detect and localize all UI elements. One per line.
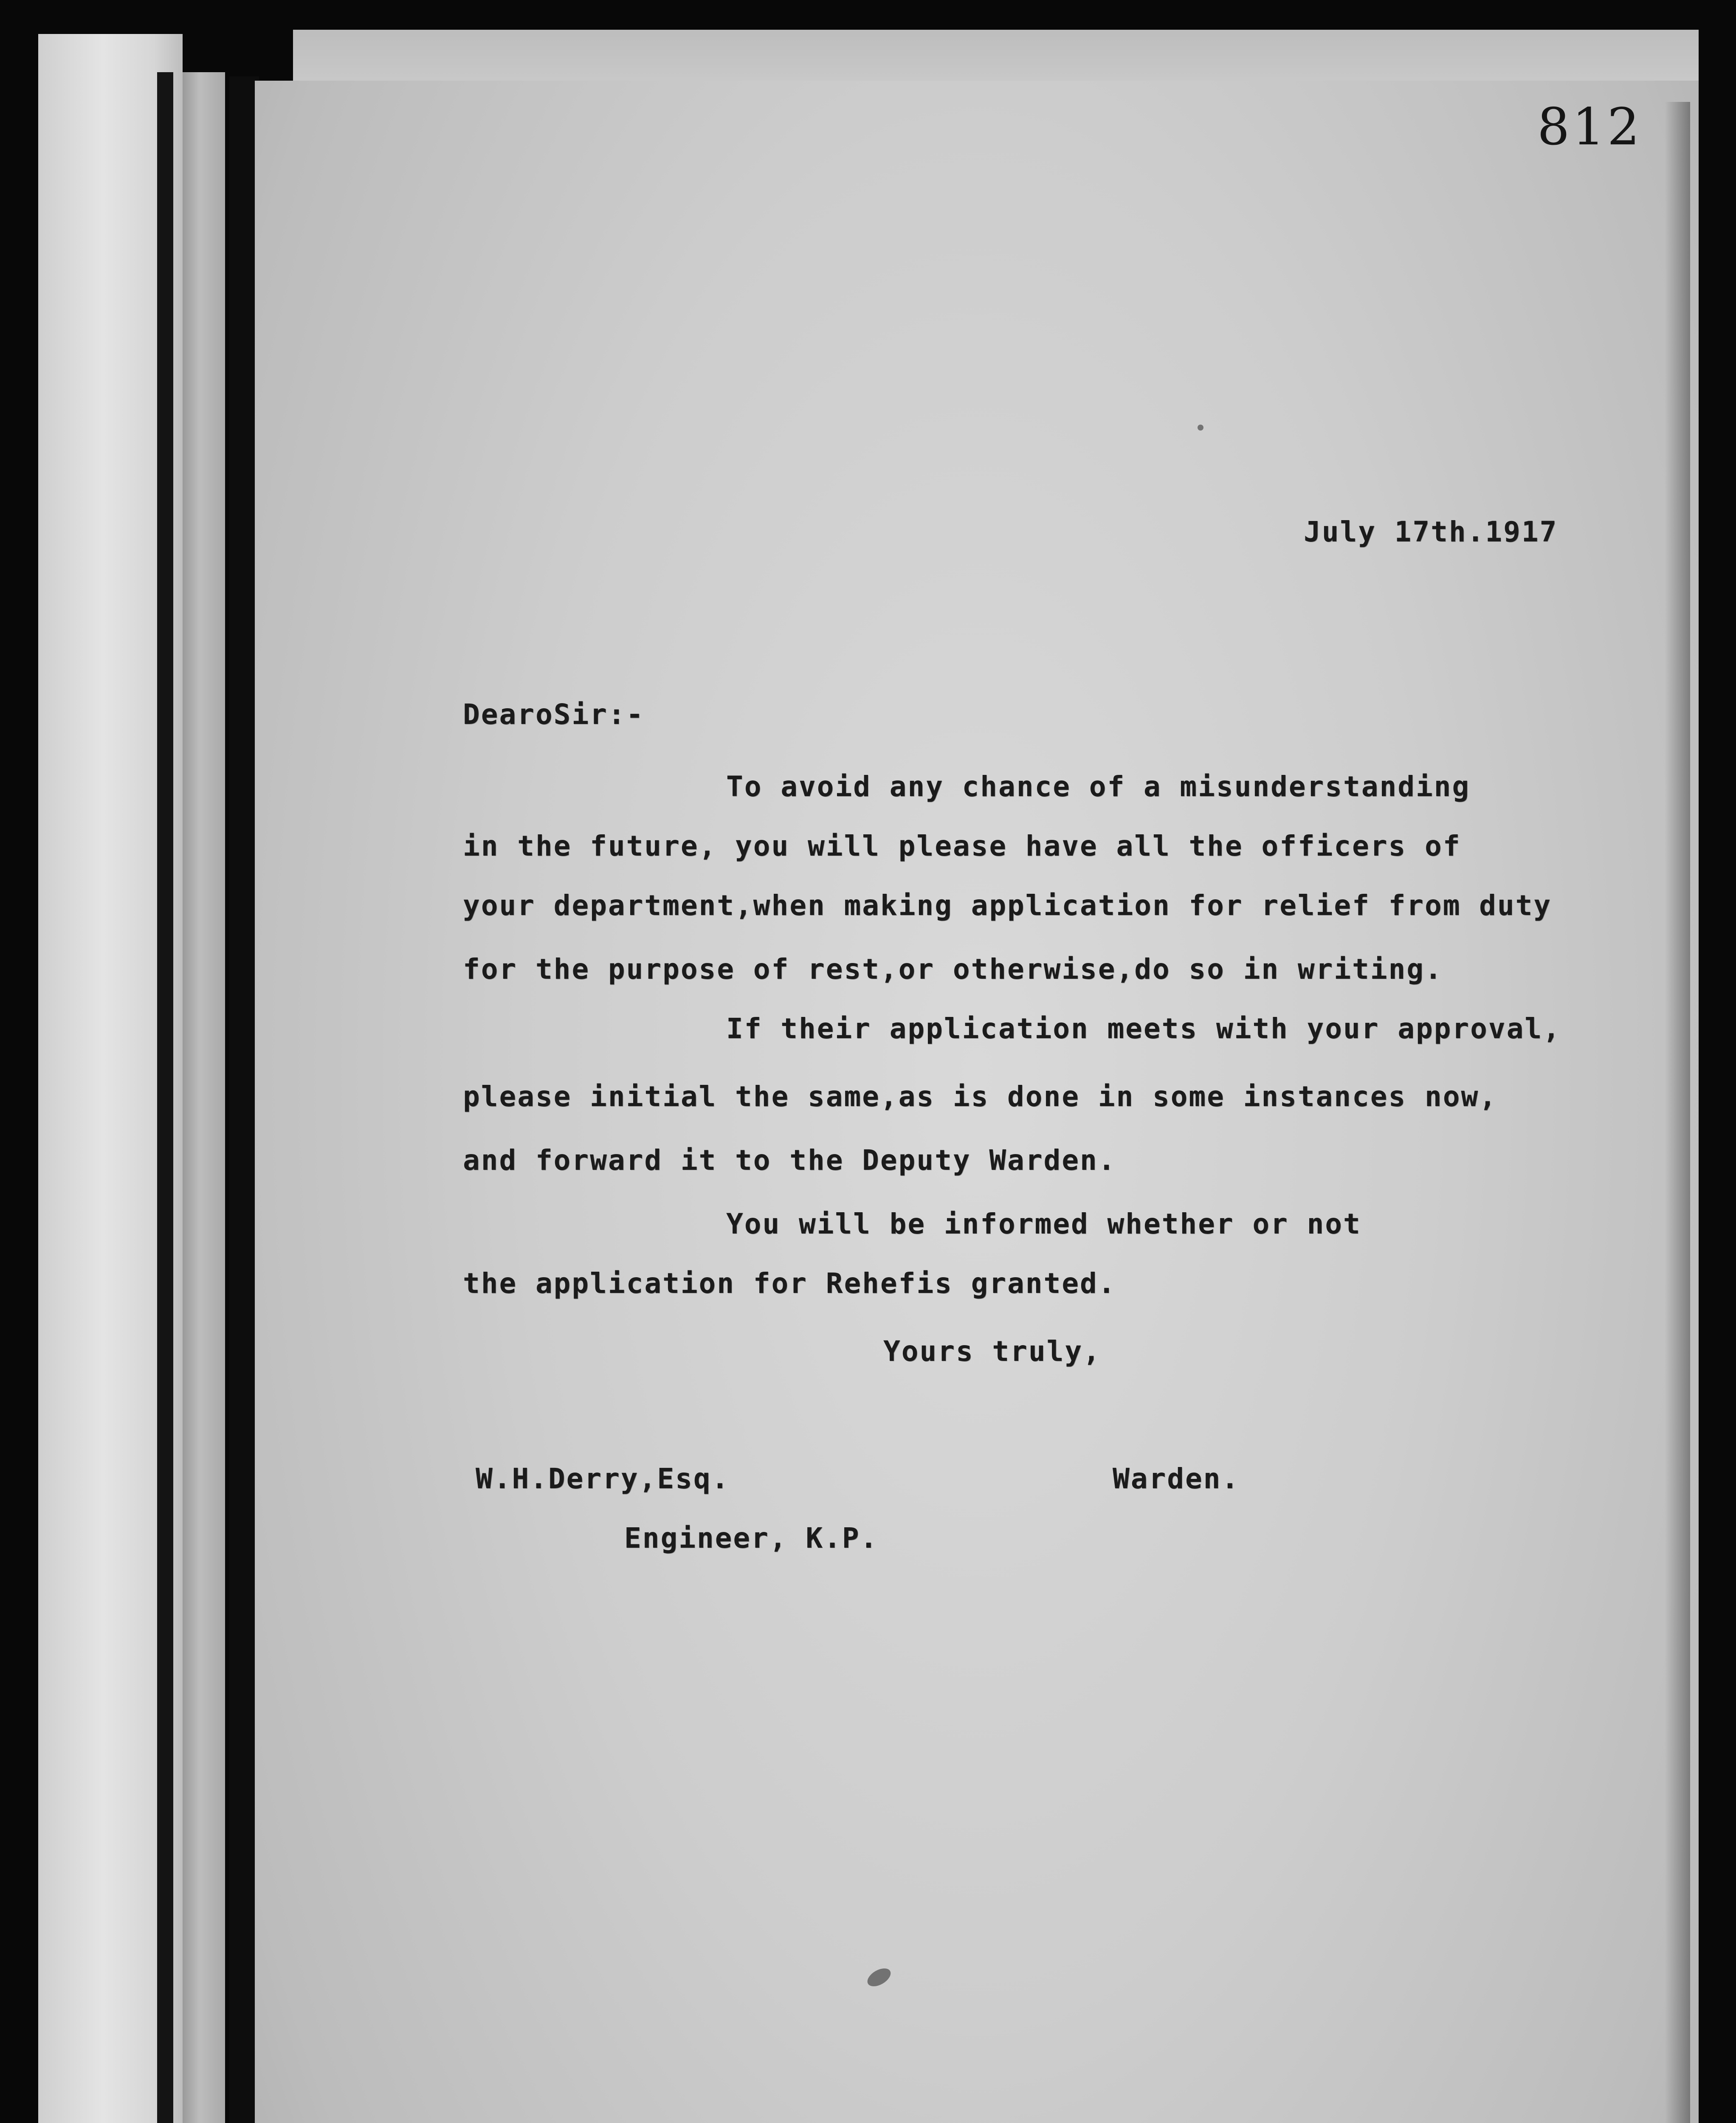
body-line: please initial the same,as is done in some instances now, <box>463 1080 1497 1113</box>
body-line: If their application meets with your approval, <box>726 1012 1561 1045</box>
binding-rule <box>157 72 173 2123</box>
signer-title: Warden. <box>1113 1462 1240 1495</box>
sheet-shadow <box>1665 102 1690 2123</box>
letter-date: July 17th.1917 <box>1304 515 1558 548</box>
binding-rule <box>183 72 225 2123</box>
body-line: the application for Rehefis granted. <box>463 1267 1116 1300</box>
salutation: DearoSir:- <box>463 698 645 731</box>
addressee-title: Engineer, K.P. <box>624 1522 879 1554</box>
closing: Yours truly, <box>883 1335 1101 1368</box>
body-line: for the purpose of rest,or otherwise,do so in writing. <box>463 953 1443 985</box>
body-line: You will be informed whether or not <box>726 1208 1361 1240</box>
body-line: and forward it to the Deputy Warden. <box>463 1144 1116 1177</box>
ink-spot <box>1198 425 1203 431</box>
body-line: your department,when making application for relief from duty <box>463 889 1552 922</box>
addressee-name: W.H.Derry,Esq. <box>476 1462 730 1495</box>
sheet-top-edge <box>293 30 1699 85</box>
page-number: 812 <box>1537 98 1643 157</box>
body-line: in the future, you will please have all the officers of <box>463 830 1461 862</box>
body-line: To avoid any chance of a misunderstanding <box>726 770 1471 803</box>
